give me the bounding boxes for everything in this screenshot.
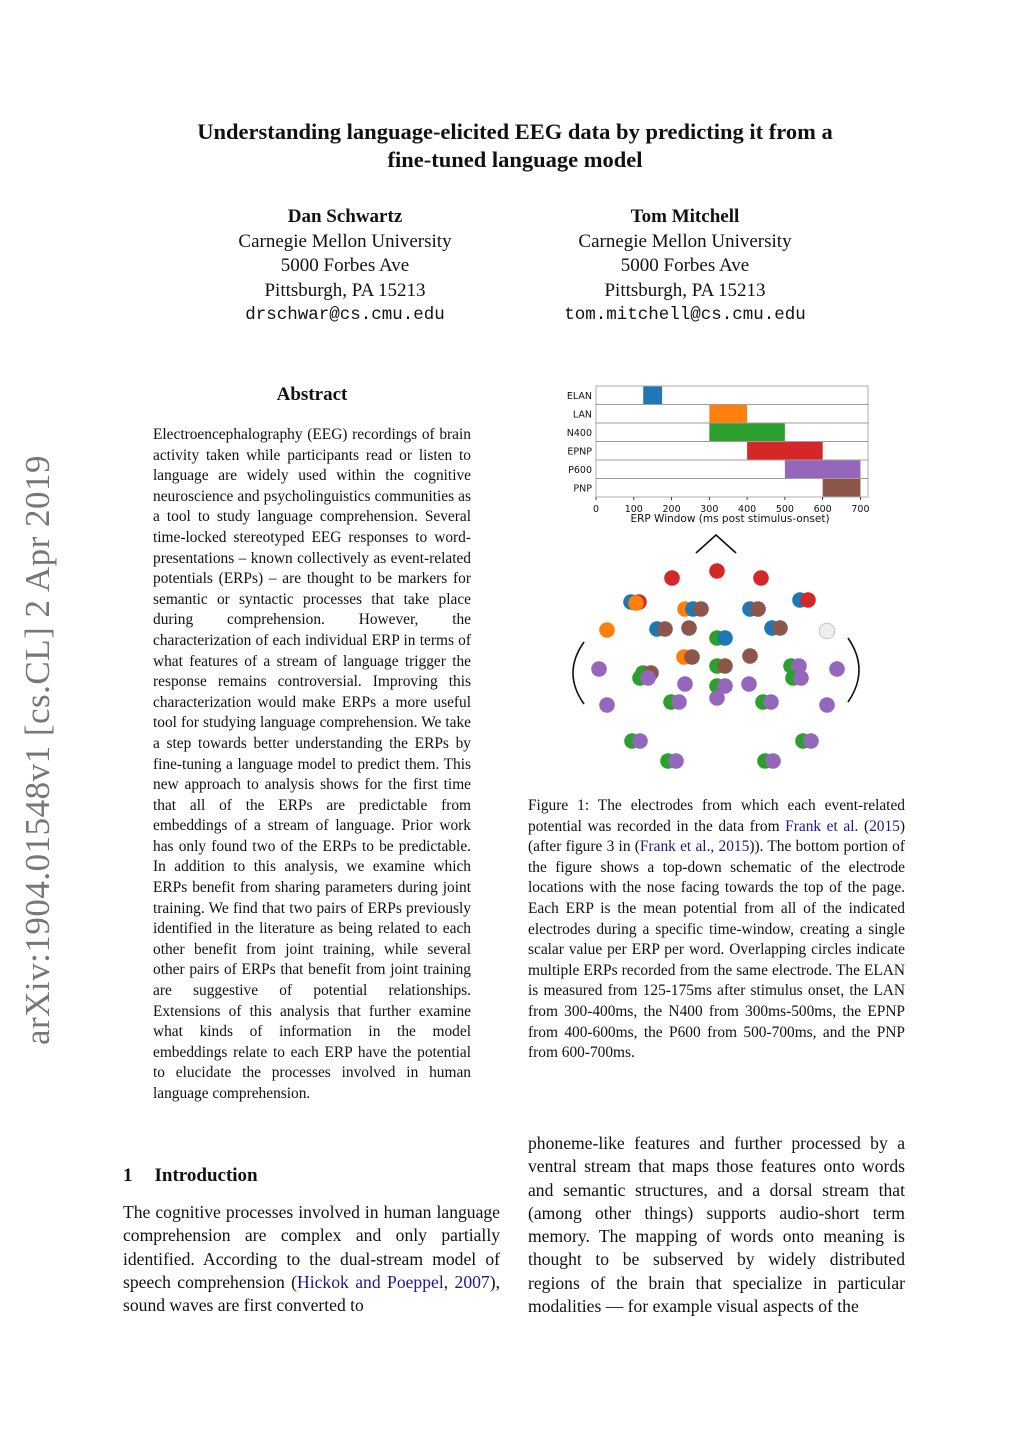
right-ear-marker: [848, 638, 859, 702]
electrode-epnp: [709, 563, 725, 579]
author-affiliation: Carnegie Mellon University: [238, 230, 452, 252]
x-tick-label: 500: [775, 504, 794, 515]
citation-link[interactable]: Frank et al., 2015: [639, 838, 750, 856]
electrode-p600: [803, 733, 819, 749]
chart-row-frame: [596, 442, 868, 461]
bar-n400: [709, 424, 785, 442]
caption-text: ) (after figure 3 in (: [528, 817, 906, 856]
x-tick-label: 400: [738, 504, 757, 515]
electrode-p600: [709, 690, 725, 706]
chart-row-frame: [596, 386, 868, 405]
electrodes: [591, 563, 845, 769]
bar-pnp: [823, 479, 861, 497]
row-label-pnp: PNP: [573, 483, 592, 495]
electrode-pnp: [657, 621, 673, 637]
row-label-n400: N400: [566, 427, 592, 439]
electrode-lan: [628, 595, 644, 611]
electrode-p600: [632, 733, 648, 749]
electrode-p600: [829, 661, 845, 677]
author-city: Pittsburgh, PA 15213: [604, 279, 766, 301]
citation-link[interactable]: Hickok and Poeppel, 2007: [297, 1271, 490, 1292]
left-ear-marker: [573, 642, 584, 704]
author-name: Dan Schwartz: [287, 206, 403, 227]
author-name: Tom Mitchell: [630, 206, 740, 227]
electrode-schematic: [573, 535, 859, 769]
abstract-text: Electroencephalography (EEG) recordings of brain activity taken while participants read or listen to language are widely used within the cognitive neuroscience and psycholinguistics communities as a tool to study language comprehension. Several time-locked stereotyped EEG responses to word-presentations – known collectively as event-related potentials (ERPs) – are thought to be markers for semantic or syntactic processes that take place during comprehension. However, the characterization of each individual ERP in terms of what features of a stream of language trigger the response remains controversial. Improving this characterization would make ERPs a more useful tool for studying language comprehension. We take a step towards better understanding the ERPs by fine-tuning a language model to predict them. This new approach to analysis shows for the first time that all of the ERPs are predictable from embeddings of a stream of language. Prior work has only found two of the ERPs to be predictable. In addition to this analysis, we examine which ERPs benefit from sharing parameters during joint training. We find that two pairs of ERPs previously identified in the literature as being related to each other benefit from joint training, while several other pairs of ERPs that benefit from joint training are suggestive of potential relationships. Extensions of this analysis that further examine what kinds of information in the model embeddings relate to each ERP have the potential to elucidate the processes involved in human language comprehension.: [153, 426, 471, 1102]
electrode-pnp: [750, 601, 766, 617]
bar-epnp: [747, 442, 823, 460]
caption-text: )). The bottom portion of the figure shows a top-down schematic of the electrode locations with the nose facing towards the top of the page. Each ERP is the mean potential from all of the indicated electrodes during a specific time-window, creating a single scalar value per ERP per word. Overlapping circles indicate multiple ERPs recorded from the same electrode. The ELAN is measured from 125-175ms after stimulus onset, the LAN from 300-400ms, the N400 from 300ms-500ms, the EPNP from 400-600ms, the P600 from 500-700ms, and the PNP from 600-700ms.: [528, 838, 906, 1062]
author-block-1: [185, 205, 505, 328]
electrode-pnp: [693, 601, 709, 617]
chart-x-axis-label: ERP Window (ms post stimulus-onset): [630, 513, 830, 525]
author-block-2: [525, 205, 845, 328]
author-email[interactable]: drschwar@cs.cmu.edu: [245, 305, 445, 325]
caption-text: (: [858, 817, 870, 835]
row-label-p600: P600: [568, 464, 592, 476]
electrode-p600: [668, 753, 684, 769]
row-label-epnp: EPNP: [567, 446, 592, 458]
electrode-p600: [591, 661, 607, 677]
electrode-p600: [763, 694, 779, 710]
section-number: 1: [123, 1165, 133, 1186]
electrode-p600: [677, 676, 693, 692]
x-tick-label: 0: [592, 504, 600, 515]
right-column-text: phoneme-like features and further processed by a ventral stream that maps those features onto words and semantic structures, and a dorsal stream that (among other things) supports audio-short term memory. The mapping of words onto meaning is thought to be subserved by widely distributed regions of the brain that specialize in particular modalities — for example visual aspects of the: [528, 1133, 905, 1317]
electrode-epnp: [800, 592, 816, 608]
author-address: 5000 Forbes Ave: [280, 255, 410, 276]
arxiv-stamp-text: arXiv:1904.01548v1 [cs.CL] 2 Apr 2019: [18, 454, 57, 1046]
section-heading-introduction: [123, 1165, 258, 1187]
bar-elan: [643, 387, 662, 405]
caption-text: Figure 1: The electrodes from which each event-related potential was recorded in the data from: [528, 797, 905, 835]
row-label-elan: ELAN: [566, 390, 592, 402]
electrode-pnp: [717, 658, 733, 674]
abstract-heading: Abstract: [276, 384, 348, 405]
x-tick-label: 300: [700, 504, 719, 515]
electrode-epnp: [664, 570, 680, 586]
nose-marker: [696, 535, 736, 553]
electrode-light: [819, 623, 835, 639]
citation-link[interactable]: 2015: [869, 817, 900, 835]
row-label-lan: LAN: [572, 409, 592, 421]
electrode-p600: [741, 676, 757, 692]
bar-lan: [709, 405, 747, 423]
erp-window-chart: [567, 386, 870, 515]
introduction-text: [123, 1201, 500, 1317]
arxiv-stamp: [8, 454, 68, 1046]
x-tick-label: 600: [813, 504, 832, 515]
title-line-1: Understanding language-elicited EEG data by predicting it from a: [197, 119, 833, 144]
figure-1: [540, 380, 900, 780]
author-city: Pittsburgh, PA 15213: [264, 279, 426, 301]
intro-text-part: The cognitive processes involved in human language comprehension are complex and only partially identified. According to the dual-stream model of speech comprehension (: [123, 1202, 500, 1292]
electrode-p600: [793, 670, 809, 686]
electrode-elan: [717, 630, 733, 646]
electrode-p600: [671, 694, 687, 710]
electrode-pnp: [772, 620, 788, 636]
intro-text-part: ), sound waves are first converted to: [123, 1271, 500, 1316]
author-affiliation: Carnegie Mellon University: [578, 230, 792, 252]
citation-link[interactable]: Frank et al.: [785, 817, 859, 835]
x-tick-label: 100: [624, 504, 643, 515]
author-address: 5000 Forbes Ave: [620, 255, 750, 276]
electrode-p600: [765, 753, 781, 769]
figure-caption: [528, 796, 905, 1064]
electrode-p600: [819, 697, 835, 713]
electrode-pnp: [742, 648, 758, 664]
bar-p600: [785, 461, 861, 479]
author-email[interactable]: tom.mitchell@cs.cmu.edu: [564, 305, 806, 325]
section-title: Introduction: [154, 1165, 258, 1186]
electrode-lan: [599, 622, 615, 638]
title-line-2: fine-tuned language model: [387, 147, 643, 172]
paper-title: [120, 118, 910, 174]
x-tick-label: 200: [662, 504, 681, 515]
electrode-epnp: [753, 570, 769, 586]
electrode-p600: [599, 697, 615, 713]
electrode-pnp: [684, 649, 700, 665]
x-tick-label: 700: [851, 504, 870, 515]
electrode-p600: [640, 670, 656, 686]
electrode-pnp: [681, 620, 697, 636]
